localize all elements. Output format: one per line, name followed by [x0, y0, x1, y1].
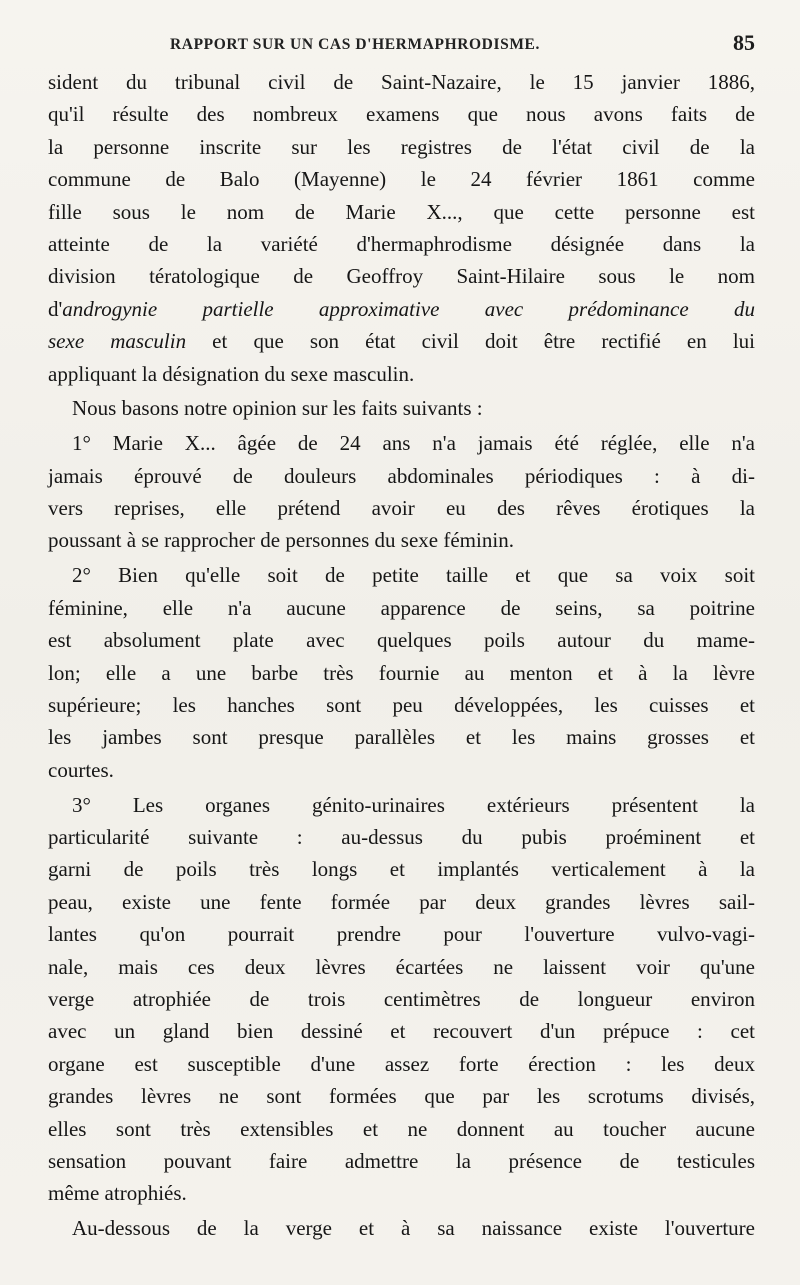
text-line-italic: [48, 293, 755, 325]
text-line: qu'il résulte des nombreux examens que nous avons faits de: [48, 102, 755, 127]
text-line: même atrophiés.: [48, 1181, 187, 1206]
text-line: division tératologique de Geoffroy Saint-Hilaire sous le nom: [48, 264, 755, 289]
text-line: verge atrophiée de trois centimètres de longueur environ: [48, 986, 755, 1011]
text-line: sensation pouvant faire admettre la présence de testicules: [48, 1148, 755, 1173]
text-line-mixed: [48, 325, 755, 357]
paragraph-2: [48, 392, 755, 424]
text-line: lon; elle a une barbe très fournie au menton et à la lèvre: [48, 660, 755, 685]
text-line: peau, existe une fente formée par deux grandes lèvres sail-: [48, 889, 755, 914]
italic-fragment: androgynie partielle approximative avec prédominance du: [62, 296, 755, 321]
text-line: vers reprises, elle prétend avoir eu des rêves érotiques la: [48, 496, 755, 521]
running-head: [48, 30, 755, 60]
text-line: 2° Bien qu'elle soit de petite taille et que sa voix soit: [72, 563, 755, 588]
running-title: RAPPORT SUR UN CAS D'HERMAPHRODISME.: [170, 36, 540, 53]
text-fragment: d': [48, 296, 63, 321]
paragraph-3: [48, 427, 755, 557]
text-line: courtes.: [48, 757, 114, 782]
text-line: commune de Balo (Mayenne) le 24 février 1861 comme: [48, 167, 755, 192]
text-line: Nous basons notre opinion sur les faits suivants :: [72, 396, 483, 421]
text-line: particularité suivante : au-dessus du pubis proéminent et: [48, 824, 755, 849]
text-line: jamais éprouvé de douleurs abdominales périodiques : à di-: [48, 463, 755, 488]
body-text: [48, 66, 755, 1245]
text-line: sident du tribunal civil de Saint-Nazaire, le 15 janvier 1886,: [48, 70, 755, 94]
paragraph-4: [48, 559, 755, 786]
text-line: féminine, elle n'a aucune apparence de seins, sa poitrine: [48, 595, 755, 620]
text-line: fille sous le nom de Marie X..., que cette personne est: [48, 199, 755, 224]
text-line: nale, mais ces deux lèvres écartées ne laissent voir qu'une: [48, 954, 755, 979]
text-line: Au-dessous de la verge et à sa naissance existe l'ouverture: [72, 1216, 755, 1241]
text-line: grandes lèvres ne sont formées que par les scrotums divisés,: [48, 1084, 755, 1109]
text-line: supérieure; les hanches sont peu développées, les cuisses et: [48, 692, 755, 717]
text-line: 1° Marie X... âgée de 24 ans n'a jamais été réglée, elle n'a: [72, 431, 755, 456]
text-line: organe est susceptible d'une assez forte érection : les deux: [48, 1051, 755, 1076]
text-line: atteinte de la variété d'hermaphrodisme désignée dans la: [48, 231, 755, 256]
page-number: 85: [733, 30, 755, 55]
paragraph-6: [48, 1212, 755, 1244]
text-line: poussant à se rapprocher de personnes du sexe féminin.: [48, 528, 514, 553]
paragraph-1: [48, 66, 755, 390]
text-fragment: et que son état civil doit être rectifié en lui: [186, 329, 755, 354]
text-line: 3° Les organes génito-urinaires extérieurs présentent la: [72, 792, 755, 817]
text-line: les jambes sont presque parallèles et les mains grosses et: [48, 725, 755, 750]
text-line: lantes qu'on pourrait prendre pour l'ouverture vulvo-vagi-: [48, 922, 755, 947]
text-line: est absolument plate avec quelques poils autour du mame-: [48, 628, 755, 653]
paragraph-5: [48, 789, 755, 1210]
italic-fragment: sexe masculin: [48, 329, 187, 354]
text-line: appliquant la désignation du sexe masculin.: [48, 361, 415, 386]
text-line: avec un gland bien dessiné et recouvert d'un prépuce : cet: [48, 1019, 755, 1044]
text-line: garni de poils très longs et implantés verticalement à la: [48, 857, 755, 882]
text-line: elles sont très extensibles et ne donnent au toucher aucune: [48, 1116, 755, 1141]
text-line: la personne inscrite sur les registres de l'état civil de la: [48, 134, 755, 159]
